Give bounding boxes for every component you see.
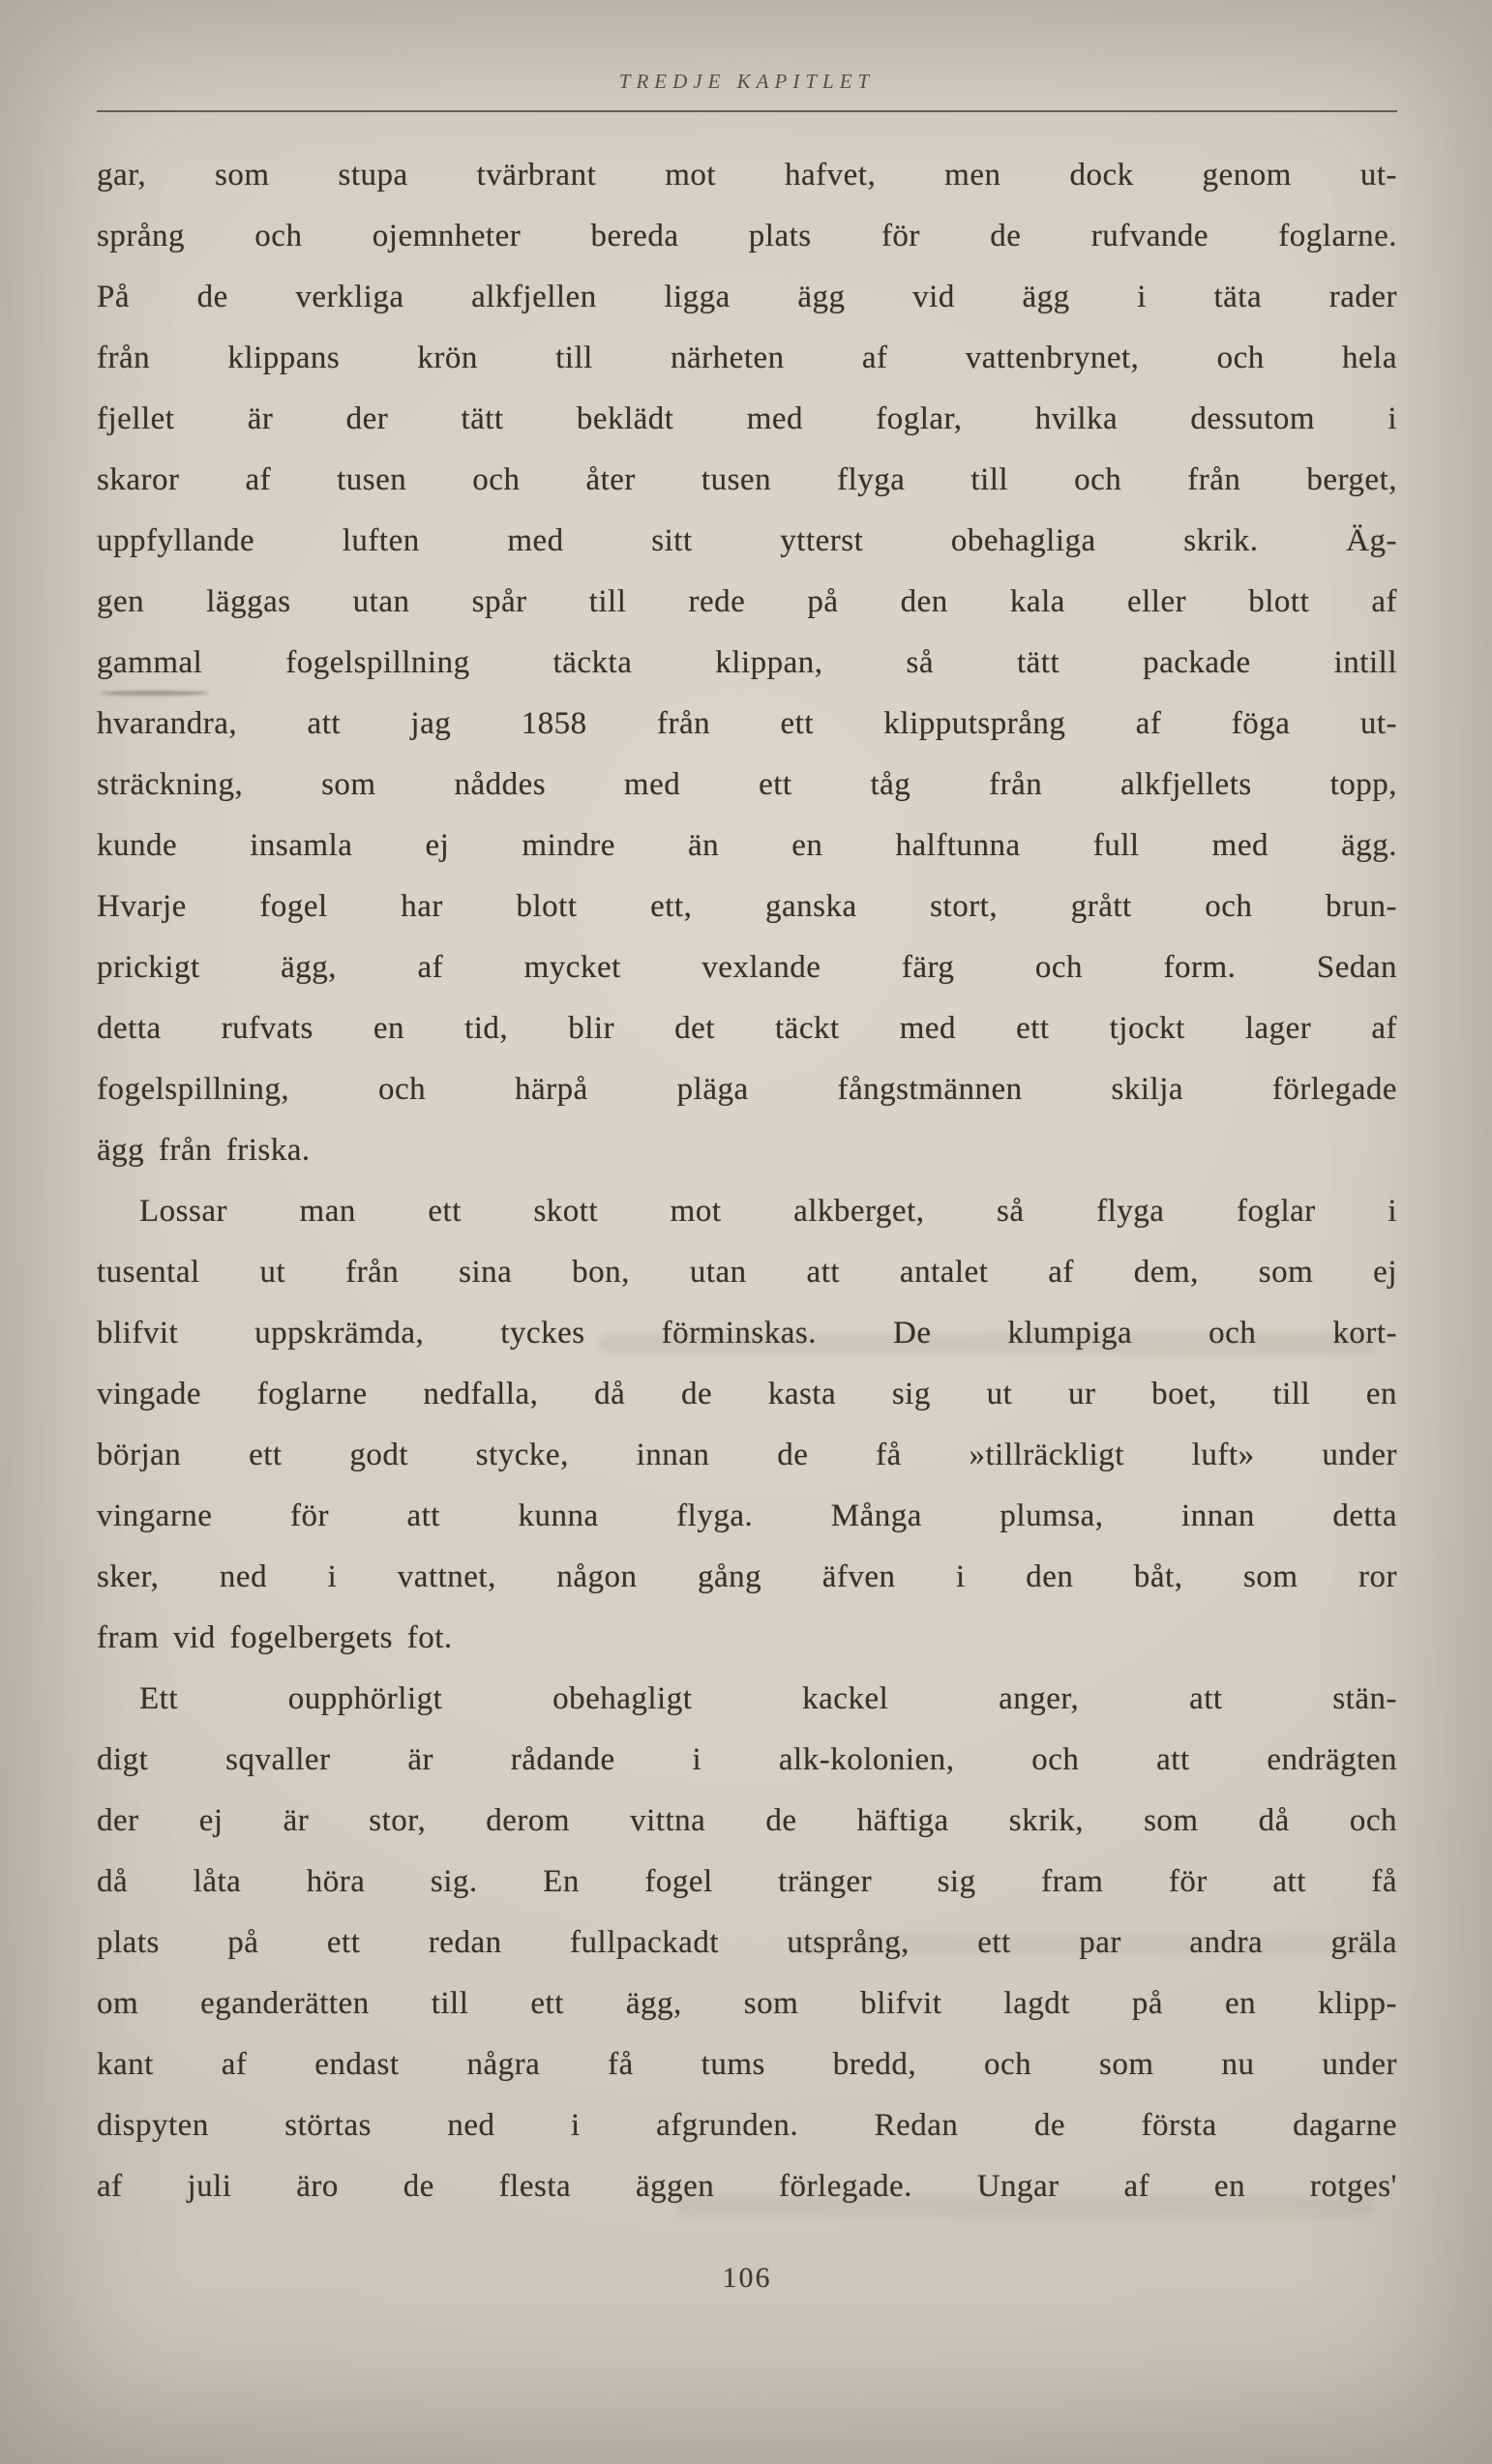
text-line: språng och ojemnheter bereda plats för de rufvande foglarne. xyxy=(97,219,1397,253)
text-line: tusental ut från sina bon, utan att antalet af dem, som ej xyxy=(97,1255,1397,1290)
text-line: af juli äro de flesta äggen förlegade. Ungar af en rotges' xyxy=(97,2169,1397,2204)
text-line: dispyten störtas ned i afgrunden. Redan de första dagarne xyxy=(97,2108,1397,2143)
header-rule xyxy=(97,110,1397,112)
text-line: plats på ett redan fullpackadt utsprång, ett par andra gräla xyxy=(97,1925,1397,1960)
chapter-running-head: TREDJE KAPITLET xyxy=(618,70,876,93)
text-line: sträckning, som nåddes med ett tåg från alkfjellets topp, xyxy=(97,767,1397,802)
paragraph xyxy=(97,1181,1397,1669)
text-line: fogelspillning, och härpå pläga fångstmännen skilja förlegade xyxy=(97,1072,1397,1107)
page-footer xyxy=(97,2262,1397,2295)
text-line: gen läggas utan spår till rede på den kala eller blott af xyxy=(97,584,1397,619)
paragraph xyxy=(97,145,1397,1181)
text-line: digt sqvaller är rådande i alk-kolonien, och att endrägten xyxy=(97,1742,1397,1777)
text-line: kant af endast några få tums bredd, och som nu under xyxy=(97,2047,1397,2082)
text-line: blifvit uppskrämda, tyckes förminskas. De klumpiga och kort- xyxy=(97,1316,1397,1351)
text-line: gammal fogelspillning täckta klippan, så tätt packade intill xyxy=(97,645,1397,680)
text-line: Hvarje fogel har blott ett, ganska stort, grått och brun- xyxy=(97,889,1397,924)
page-header xyxy=(97,70,1397,112)
text-line: uppfyllande luften med sitt ytterst obehagliga skrik. Äg- xyxy=(97,523,1397,558)
paragraph xyxy=(97,1669,1397,2217)
text-line: då låta höra sig. En fogel tränger sig fram för att få xyxy=(97,1864,1397,1899)
page-body xyxy=(97,145,1397,2217)
text-line: fram vid fogelbergets fot. xyxy=(97,1620,453,1655)
text-line: der ej är stor, derom vittna de häftiga skrik, som då och xyxy=(97,1803,1397,1838)
page-number: 106 xyxy=(722,2262,772,2294)
text-line: vingade foglarne nedfalla, då de kasta sig ut ur boet, till en xyxy=(97,1377,1397,1411)
text-line: om eganderätten till ett ägg, som blifvit lagdt på en klipp- xyxy=(97,1986,1397,2021)
text-line: sker, ned i vattnet, någon gång äfven i den båt, som ror xyxy=(97,1559,1397,1594)
text-line: På de verkliga alkfjellen ligga ägg vid ägg i täta rader xyxy=(97,280,1397,314)
text-line: skaror af tusen och åter tusen flyga till och från berget, xyxy=(97,462,1397,497)
text-line: ägg från friska. xyxy=(97,1133,311,1168)
text-line: prickigt ägg, af mycket vexlande färg och form. Sedan xyxy=(97,950,1397,985)
text-line: kunde insamla ej mindre än en halftunna full med ägg. xyxy=(97,828,1397,863)
text-line: Ett oupphörligt obehagligt kackel anger, att stän- xyxy=(139,1681,1397,1716)
text-line: vingarne för att kunna flyga. Många plumsa, innan detta xyxy=(97,1499,1397,1533)
text-line: från klippans krön till närheten af vattenbrynet, och hela xyxy=(97,341,1397,375)
text-line: fjellet är der tätt beklädt med foglar, hvilka dessutom i xyxy=(97,401,1397,436)
text-line: gar, som stupa tvärbrant mot hafvet, men dock genom ut- xyxy=(97,158,1397,193)
text-line: början ett godt stycke, innan de få »tillräckligt luft» under xyxy=(97,1438,1397,1472)
text-line: detta rufvats en tid, blir det täckt med ett tjockt lager af xyxy=(97,1011,1397,1046)
text-line: Lossar man ett skott mot alkberget, så flyga foglar i xyxy=(139,1194,1397,1229)
text-line: hvarandra, att jag 1858 från ett klipputsprång af föga ut- xyxy=(97,706,1397,741)
